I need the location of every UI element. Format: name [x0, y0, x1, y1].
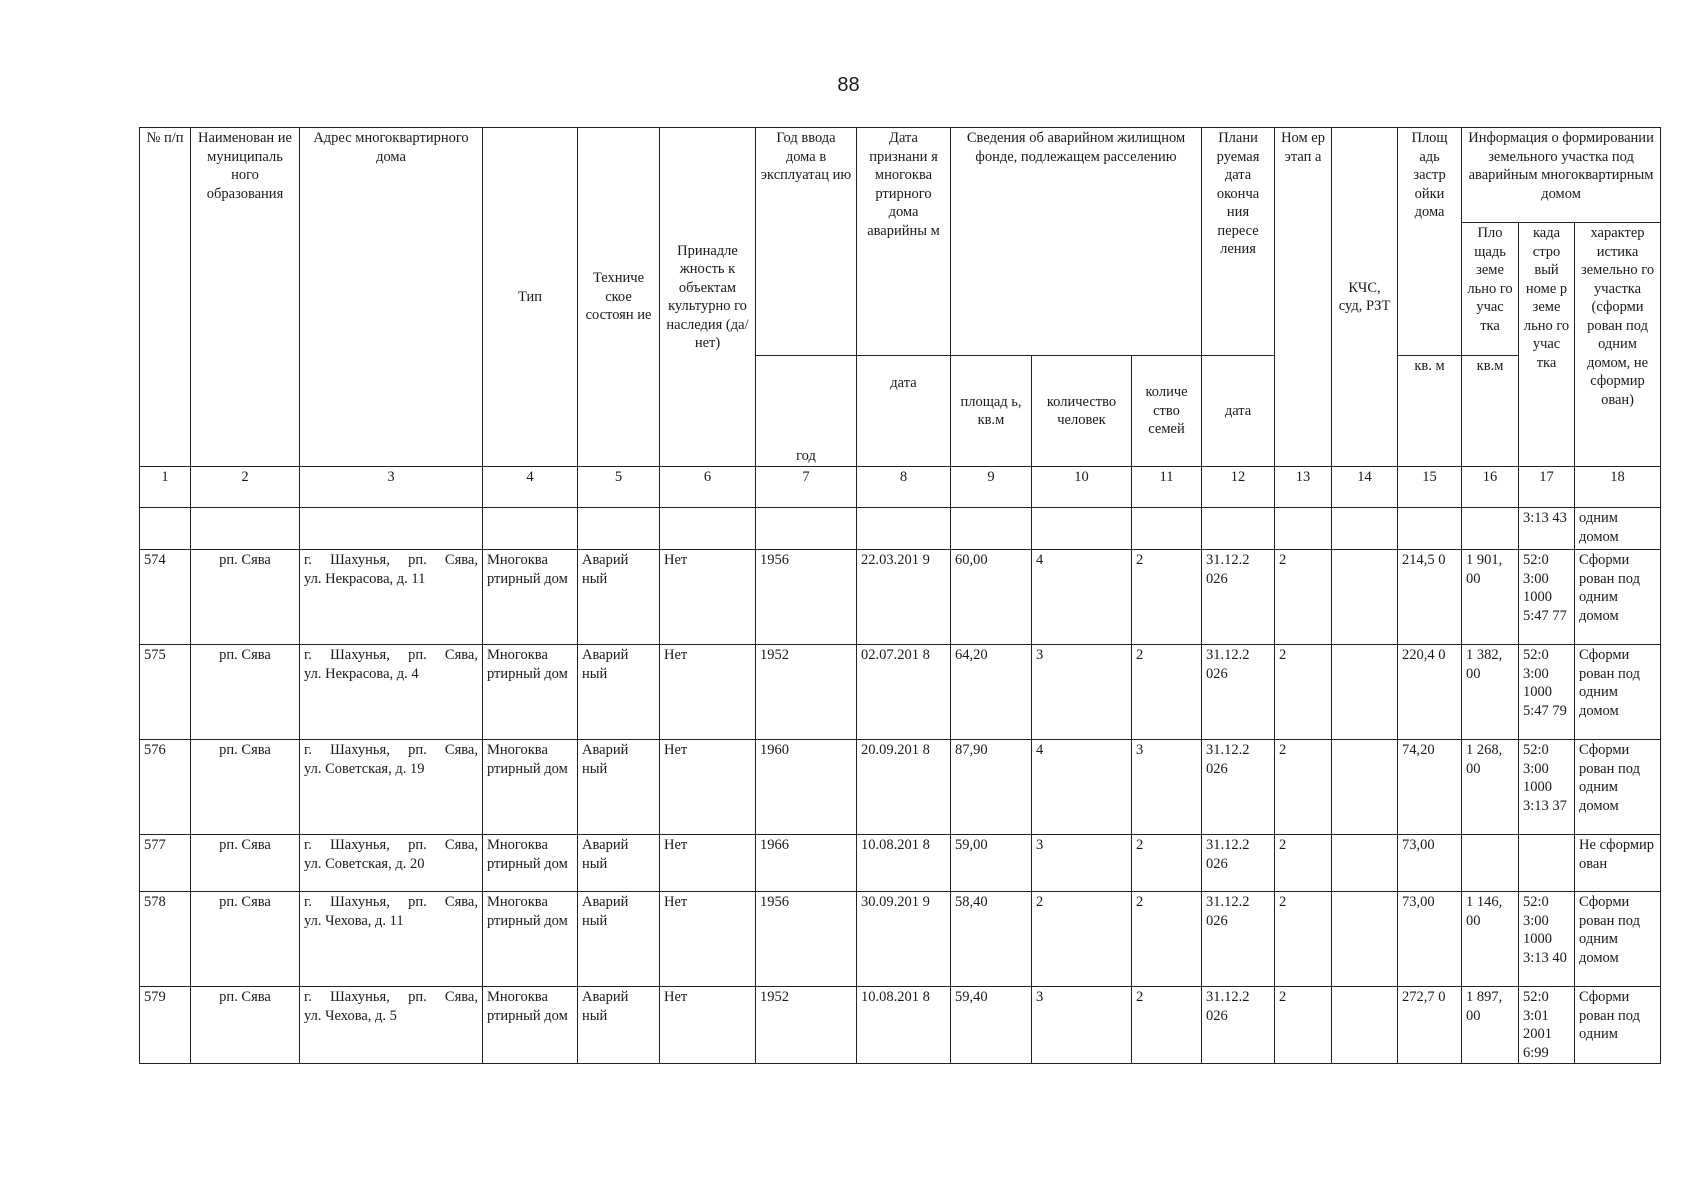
cell-date: 22.03.201 9: [857, 550, 951, 645]
cell-year: 1952: [756, 987, 857, 1064]
cell-num: 575: [140, 645, 191, 740]
cell-heritage: Нет: [660, 835, 756, 892]
cell-year: 1956: [756, 892, 857, 987]
header-built-area: Площ адь застр ойки дома: [1398, 128, 1462, 356]
cell-date: 10.08.201 8: [857, 835, 951, 892]
continuation-row: [140, 508, 1661, 550]
cell-area: 60,00: [951, 550, 1032, 645]
cell-built-area: 272,7 0: [1398, 987, 1462, 1064]
cell-type: Многоква ртирный дом: [483, 550, 578, 645]
cell-date: 10.08.201 8: [857, 987, 951, 1064]
cell-stage: 2: [1275, 550, 1332, 645]
cell-num: 578: [140, 892, 191, 987]
cont-cadastral: 3:13 43: [1519, 508, 1575, 550]
header-year-sub: год: [756, 356, 857, 467]
cell-people: 3: [1032, 645, 1132, 740]
column-number-row: [140, 467, 1661, 508]
cell-land-area: 1 382, 00: [1462, 645, 1519, 740]
cell-num: 574: [140, 550, 191, 645]
header-tech-state: Техниче ское состоян ие: [578, 128, 660, 467]
header-land-info: Информация о формировании земельного участка под аварийным многоквартирным домом: [1462, 128, 1661, 223]
header-recognition-date: Дата признани я многоква ртирного дома аварийны м: [857, 128, 951, 356]
cell-kchs: [1332, 892, 1398, 987]
address-line: ул. Некрасова, д. 11: [304, 570, 426, 587]
cell-people: 2: [1032, 892, 1132, 987]
cell-cadastral: 52:0 3:01 2001 6:99: [1519, 987, 1575, 1064]
cell-state: Аварий ный: [578, 740, 660, 835]
header-land-area-sub: кв.м: [1462, 356, 1519, 467]
cell-state: Аварий ный: [578, 987, 660, 1064]
col-number: 1: [140, 467, 191, 508]
cell-state: Аварий ный: [578, 892, 660, 987]
col-number: 17: [1519, 467, 1575, 508]
header-planned-date: Плани руемая дата оконча ния пересе ления: [1202, 128, 1275, 356]
table-row: [140, 740, 1661, 835]
cell-municipality: рп. Сява: [191, 987, 300, 1064]
col-number: 16: [1462, 467, 1519, 508]
cell-address: [300, 987, 483, 1064]
cell-families: 3: [1132, 740, 1202, 835]
cell-date: 02.07.201 8: [857, 645, 951, 740]
cell-families: 2: [1132, 892, 1202, 987]
header-stage: Ном ер этап а: [1275, 128, 1332, 467]
col-number: 11: [1132, 467, 1202, 508]
cell-type: Многоква ртирный дом: [483, 987, 578, 1064]
cell-heritage: Нет: [660, 550, 756, 645]
cell-area: 64,20: [951, 645, 1032, 740]
header-heritage: Принадле жность к объектам культурно го наследия (да/нет): [660, 128, 756, 467]
cell-date: 30.09.201 9: [857, 892, 951, 987]
address-line: г. Шахунья, рп. Сява,: [304, 894, 478, 910]
cell-plan-date: 31.12.2 026: [1202, 987, 1275, 1064]
cell-kchs: [1332, 645, 1398, 740]
cell-address: [300, 835, 483, 892]
cell-stage: 2: [1275, 835, 1332, 892]
cell-municipality: рп. Сява: [191, 892, 300, 987]
cell-land-area: 1 901, 00: [1462, 550, 1519, 645]
header-municipality: Наименован ие муниципаль ного образования: [191, 128, 300, 467]
cell-land-char: Не сформир ован: [1575, 835, 1661, 892]
cell-cadastral: 52:0 3:00 1000 5:47 77: [1519, 550, 1575, 645]
cell-type: Многоква ртирный дом: [483, 645, 578, 740]
cell-area: 58,40: [951, 892, 1032, 987]
cont-land-char: одним домом: [1575, 508, 1661, 550]
cell-land-char: Сформи рован под одним домом: [1575, 740, 1661, 835]
header-row: [140, 128, 1661, 223]
cell-cadastral: 52:0 3:00 1000 3:13 37: [1519, 740, 1575, 835]
header-land-area: Пло щадь земе льно го учас тка: [1462, 223, 1519, 356]
cell-land-area: 1 268, 00: [1462, 740, 1519, 835]
cell-plan-date: 31.12.2 026: [1202, 740, 1275, 835]
cell-address: [300, 645, 483, 740]
col-number: 8: [857, 467, 951, 508]
cell-cadastral: [1519, 835, 1575, 892]
cell-land-area: 1 146, 00: [1462, 892, 1519, 987]
col-number: 14: [1332, 467, 1398, 508]
cell-date: 20.09.201 8: [857, 740, 951, 835]
cell-land-area: [1462, 835, 1519, 892]
cell-type: Многоква ртирный дом: [483, 740, 578, 835]
col-number: 2: [191, 467, 300, 508]
cell-cadastral: 52:0 3:00 1000 3:13 40: [1519, 892, 1575, 987]
cell-land-char: Сформи рован под одним домом: [1575, 892, 1661, 987]
cell-land-area: 1 897, 00: [1462, 987, 1519, 1064]
address-line: г. Шахунья, рп. Сява,: [304, 552, 478, 568]
col-number: 10: [1032, 467, 1132, 508]
cell-plan-date: 31.12.2 026: [1202, 550, 1275, 645]
header-land-char: характер истика земельно го участка (сформи рован под одним домом, не сформир ован): [1575, 223, 1661, 467]
address-line: ул. Советская, д. 20: [304, 855, 425, 872]
cell-stage: 2: [1275, 645, 1332, 740]
cell-plan-date: 31.12.2 026: [1202, 835, 1275, 892]
cell-people: 4: [1032, 550, 1132, 645]
cell-land-char: Сформи рован под одним: [1575, 987, 1661, 1064]
cell-built-area: 73,00: [1398, 835, 1462, 892]
cell-municipality: рп. Сява: [191, 835, 300, 892]
cell-built-area: 214,5 0: [1398, 550, 1462, 645]
cell-year: 1956: [756, 550, 857, 645]
col-number: 6: [660, 467, 756, 508]
cell-kchs: [1332, 987, 1398, 1064]
cell-families: 2: [1132, 835, 1202, 892]
cell-people: 3: [1032, 835, 1132, 892]
cell-plan-date: 31.12.2 026: [1202, 645, 1275, 740]
cell-families: 2: [1132, 550, 1202, 645]
cell-state: Аварий ный: [578, 550, 660, 645]
header-built-area-sub: кв. м: [1398, 356, 1462, 467]
cell-people: 3: [1032, 987, 1132, 1064]
address-line: г. Шахунья, рп. Сява,: [304, 742, 478, 758]
header-type: Тип: [483, 128, 578, 467]
cell-stage: 2: [1275, 987, 1332, 1064]
address-line: г. Шахунья, рп. Сява,: [304, 837, 478, 853]
cell-stage: 2: [1275, 892, 1332, 987]
address-line: г. Шахунья, рп. Сява,: [304, 647, 478, 663]
page-number: 88: [837, 74, 860, 96]
table-row: [140, 835, 1661, 892]
table-row: [140, 550, 1661, 645]
cell-families: 2: [1132, 987, 1202, 1064]
header-year: Год ввода дома в эксплуатац ию: [756, 128, 857, 356]
header-area-sub: площад ь, кв.м: [951, 356, 1032, 467]
address-line: г. Шахунья, рп. Сява,: [304, 989, 478, 1005]
cell-state: Аварий ный: [578, 645, 660, 740]
col-number: 5: [578, 467, 660, 508]
cell-num: 577: [140, 835, 191, 892]
col-number: 9: [951, 467, 1032, 508]
cell-address: [300, 892, 483, 987]
cell-heritage: Нет: [660, 892, 756, 987]
header-plan-date-sub: дата: [1202, 356, 1275, 467]
col-number: 13: [1275, 467, 1332, 508]
cell-address: [300, 550, 483, 645]
cell-cadastral: 52:0 3:00 1000 5:47 79: [1519, 645, 1575, 740]
header-num: № п/п: [140, 128, 191, 467]
cell-plan-date: 31.12.2 026: [1202, 892, 1275, 987]
cell-municipality: рп. Сява: [191, 740, 300, 835]
cell-year: 1966: [756, 835, 857, 892]
cell-heritage: Нет: [660, 987, 756, 1064]
col-number: 4: [483, 467, 578, 508]
address-line: ул. Некрасова, д. 4: [304, 665, 419, 682]
header-families-sub: количе ство семей: [1132, 356, 1202, 467]
cell-land-char: Сформи рован под одним домом: [1575, 645, 1661, 740]
cell-address: [300, 740, 483, 835]
cell-built-area: 73,00: [1398, 892, 1462, 987]
header-people-sub: количество человек: [1032, 356, 1132, 467]
header-kchs: КЧС, суд, РЗТ: [1332, 128, 1398, 467]
cell-kchs: [1332, 835, 1398, 892]
cell-stage: 2: [1275, 740, 1332, 835]
header-date-sub: дата: [857, 356, 951, 467]
cell-built-area: 220,4 0: [1398, 645, 1462, 740]
cell-type: Многоква ртирный дом: [483, 892, 578, 987]
cell-area: 59,00: [951, 835, 1032, 892]
cell-year: 1960: [756, 740, 857, 835]
cell-people: 4: [1032, 740, 1132, 835]
col-number: 3: [300, 467, 483, 508]
header-address: Адрес многоквартирного дома: [300, 128, 483, 467]
cell-kchs: [1332, 550, 1398, 645]
cell-area: 59,40: [951, 987, 1032, 1064]
cell-num: 576: [140, 740, 191, 835]
cell-area: 87,90: [951, 740, 1032, 835]
address-line: ул. Советская, д. 19: [304, 760, 425, 777]
cell-state: Аварий ный: [578, 835, 660, 892]
cell-built-area: 74,20: [1398, 740, 1462, 835]
cell-land-char: Сформи рован под одним домом: [1575, 550, 1661, 645]
address-line: ул. Чехова, д. 11: [304, 912, 404, 929]
address-line: ул. Чехова, д. 5: [304, 1007, 397, 1024]
table-row: [140, 892, 1661, 987]
col-number: 15: [1398, 467, 1462, 508]
cell-families: 2: [1132, 645, 1202, 740]
cell-year: 1952: [756, 645, 857, 740]
cell-num: 579: [140, 987, 191, 1064]
emergency-housing-table: [139, 127, 1661, 1064]
cell-type: Многоква ртирный дом: [483, 835, 578, 892]
col-number: 7: [756, 467, 857, 508]
cell-heritage: Нет: [660, 645, 756, 740]
cell-municipality: рп. Сява: [191, 550, 300, 645]
header-emergency-fund: Сведения об аварийном жилищном фонде, подлежащем расселению: [951, 128, 1202, 356]
col-number: 18: [1575, 467, 1661, 508]
table-row: [140, 987, 1661, 1064]
table-row: [140, 645, 1661, 740]
cell-kchs: [1332, 740, 1398, 835]
header-cadastral: када стро вый номе р земе льно го учас тка: [1519, 223, 1575, 467]
cell-municipality: рп. Сява: [191, 645, 300, 740]
cell-heritage: Нет: [660, 740, 756, 835]
col-number: 12: [1202, 467, 1275, 508]
